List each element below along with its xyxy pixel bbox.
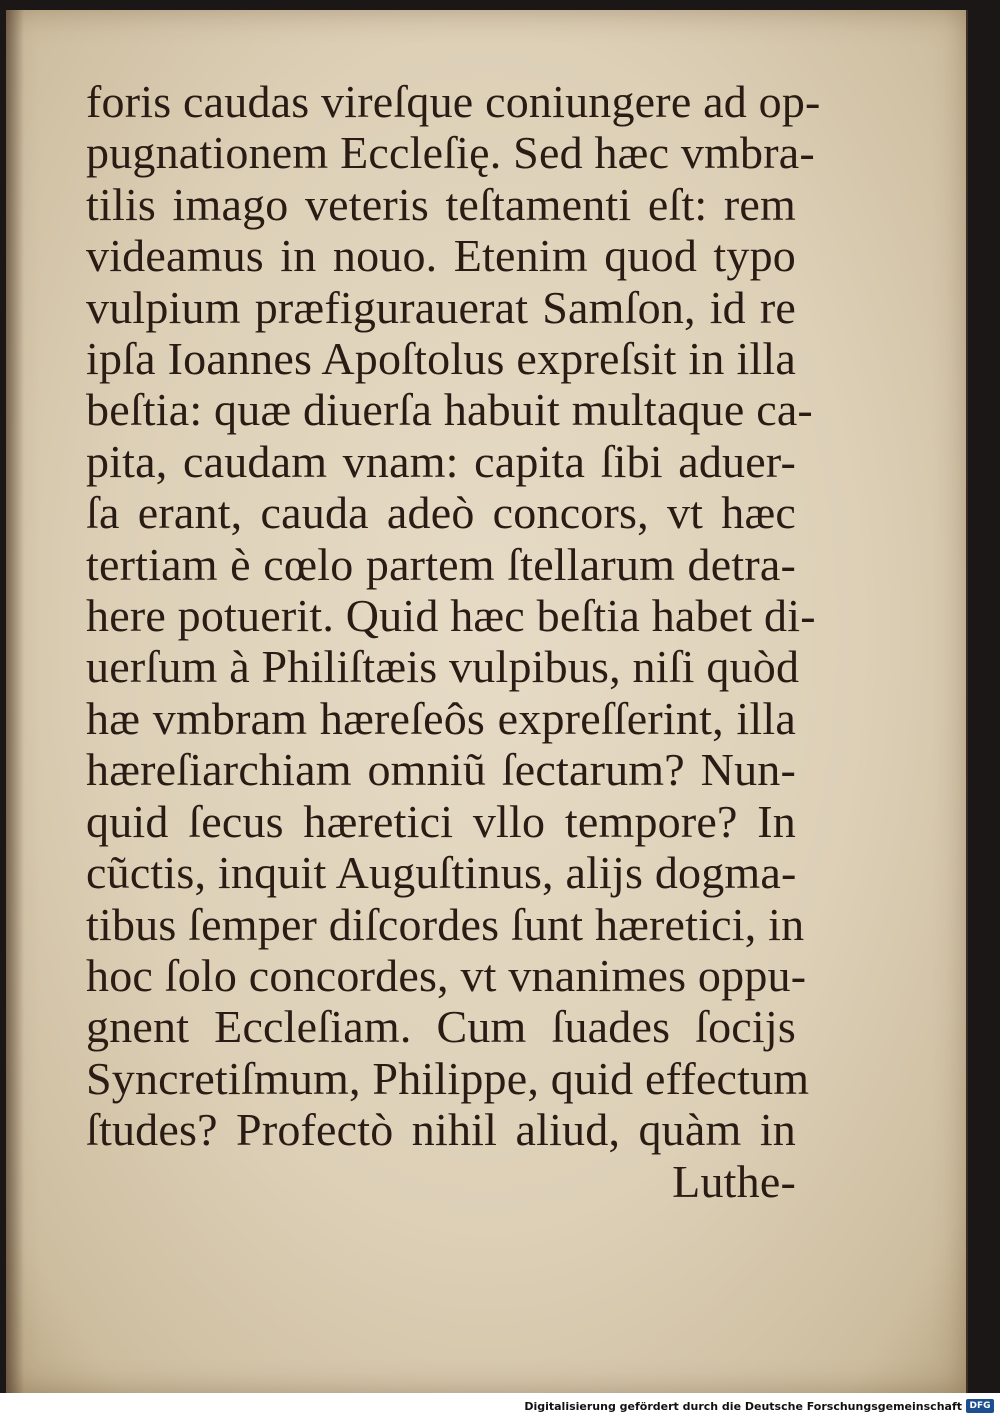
text-line: hæ vmbram hæreſeôs expreſſerint, illa: [86, 692, 796, 744]
page-gutter-shadow: [6, 10, 24, 1393]
funding-credit: Digitalisierung gefördert durch die Deutsche Forschungsgemeinschaft: [524, 1400, 962, 1413]
text-line: Syncretiſmum, Philippe, quid effectum: [86, 1052, 810, 1104]
text-line: ſa erant, cauda adeò concors, vt hæc: [86, 487, 796, 539]
text-line: gnent Eccleſiam. Cum ſuades ſocijs: [86, 1001, 796, 1053]
dfg-logo-icon: DFG: [966, 1399, 994, 1413]
text-line: here potuerit. Quid hæc beſtia habet di-: [86, 590, 816, 642]
text-line: foris caudas vireſque coniungere ad op-: [86, 76, 821, 127]
text-line: ſtudes? Profectò nihil aliud, quàm in: [86, 1104, 796, 1156]
text-line: beſtia: quæ diuerſa habuit multaque ca-: [86, 384, 813, 436]
text-line: uerſum à Philiſtæis vulpibus, niſi quòd: [86, 641, 800, 693]
page-text: [86, 76, 821, 1207]
text-line: hæreſiarchiam omniũ ſectarum? Nun-: [86, 744, 796, 796]
text-line: tilis imago veteris teſtamenti eſt: rem: [86, 178, 796, 230]
text-line: cũctis, inquit Auguſtinus, alijs dogma-: [86, 847, 797, 899]
text-line: vulpium præfigurauerat Samſon, id re: [86, 281, 796, 333]
book-page: [6, 10, 968, 1393]
text-line: videamus in nouo. Etenim quod typo: [86, 230, 796, 282]
text-line: hoc ſolo concordes, vt vnanimes oppu-: [86, 949, 807, 1001]
text-line: ipſa Ioannes Apoſtolus expreſsit in illa: [86, 333, 796, 385]
text-line: pugnationem Eccleſię. Sed hæc vmbra-: [86, 127, 815, 179]
text-line: tertiam è cœlo partem ſtellarum detra-: [86, 538, 796, 590]
footer-bar: [0, 1393, 1000, 1417]
text-line: pita, caudam vnam: capita ſibi aduer-: [86, 435, 796, 487]
text-line: quid ſecus hæretici vllo tempore? In: [86, 795, 796, 847]
catchword: Luthe-: [672, 1155, 796, 1207]
text-line: tibus ſemper diſcordes ſunt hæretici, in: [86, 898, 805, 950]
